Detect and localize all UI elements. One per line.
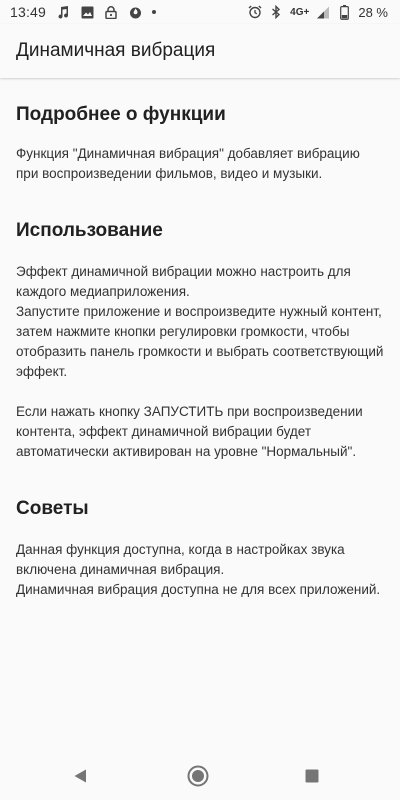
home-icon (187, 765, 209, 787)
content-scroll-area[interactable] (0, 78, 400, 752)
section-title: Использование (16, 220, 163, 241)
battery-percent: 28 % (358, 4, 388, 20)
bluetooth-icon (269, 5, 283, 19)
section-title: Подробнее о функции (16, 104, 226, 125)
section-paragraph: Эффект динамичной вибрации можно настроить для каждого медиаприложения. Запустите приложение и воспроизведите нужный контент, затем нажмите кнопки регулировки громкости, чтобы отобразить панель громкости и выбрать соответствующий эффект. (16, 264, 384, 379)
section-paragraph: Данная функция доступна, когда в настройках звука включена динамичная вибрация. Динамичная вибрация доступна не для всех приложений. (16, 542, 381, 597)
section-paragraph: Если нажать кнопку ЗАПУСТИТЬ при воспроизведении контента, эффект динамичной вибрации будет автоматически активирован на уровне "Нормальный". (16, 404, 363, 459)
alarm-icon (248, 5, 262, 19)
app-bar (0, 24, 400, 78)
status-bar (0, 0, 400, 24)
section-tips (16, 498, 384, 600)
status-time: 13:49 (10, 4, 47, 20)
status-right (248, 5, 400, 20)
section-usage (16, 220, 384, 462)
recents-icon (305, 769, 319, 783)
section-about (16, 104, 384, 184)
navigation-bar (0, 752, 400, 800)
status-left (0, 4, 156, 20)
music-note-icon (56, 5, 70, 19)
recents-button[interactable] (292, 756, 332, 796)
section-paragraph: Функция "Динамичная вибрация" добавляет вибрацию при воспроизведении фильмов, видео и музыки. (16, 146, 360, 181)
network-type: 4G+ (290, 6, 310, 18)
lock-icon (104, 5, 118, 19)
back-icon (72, 768, 88, 784)
battery-icon (337, 5, 351, 19)
section-title: Советы (16, 498, 89, 519)
fire-icon (128, 5, 142, 19)
back-button[interactable] (60, 756, 100, 796)
dot-icon (152, 10, 156, 14)
signal-icon (316, 5, 330, 19)
page-title: Динамичная вибрация (16, 40, 216, 61)
image-icon (80, 5, 94, 19)
home-button[interactable] (178, 756, 218, 796)
